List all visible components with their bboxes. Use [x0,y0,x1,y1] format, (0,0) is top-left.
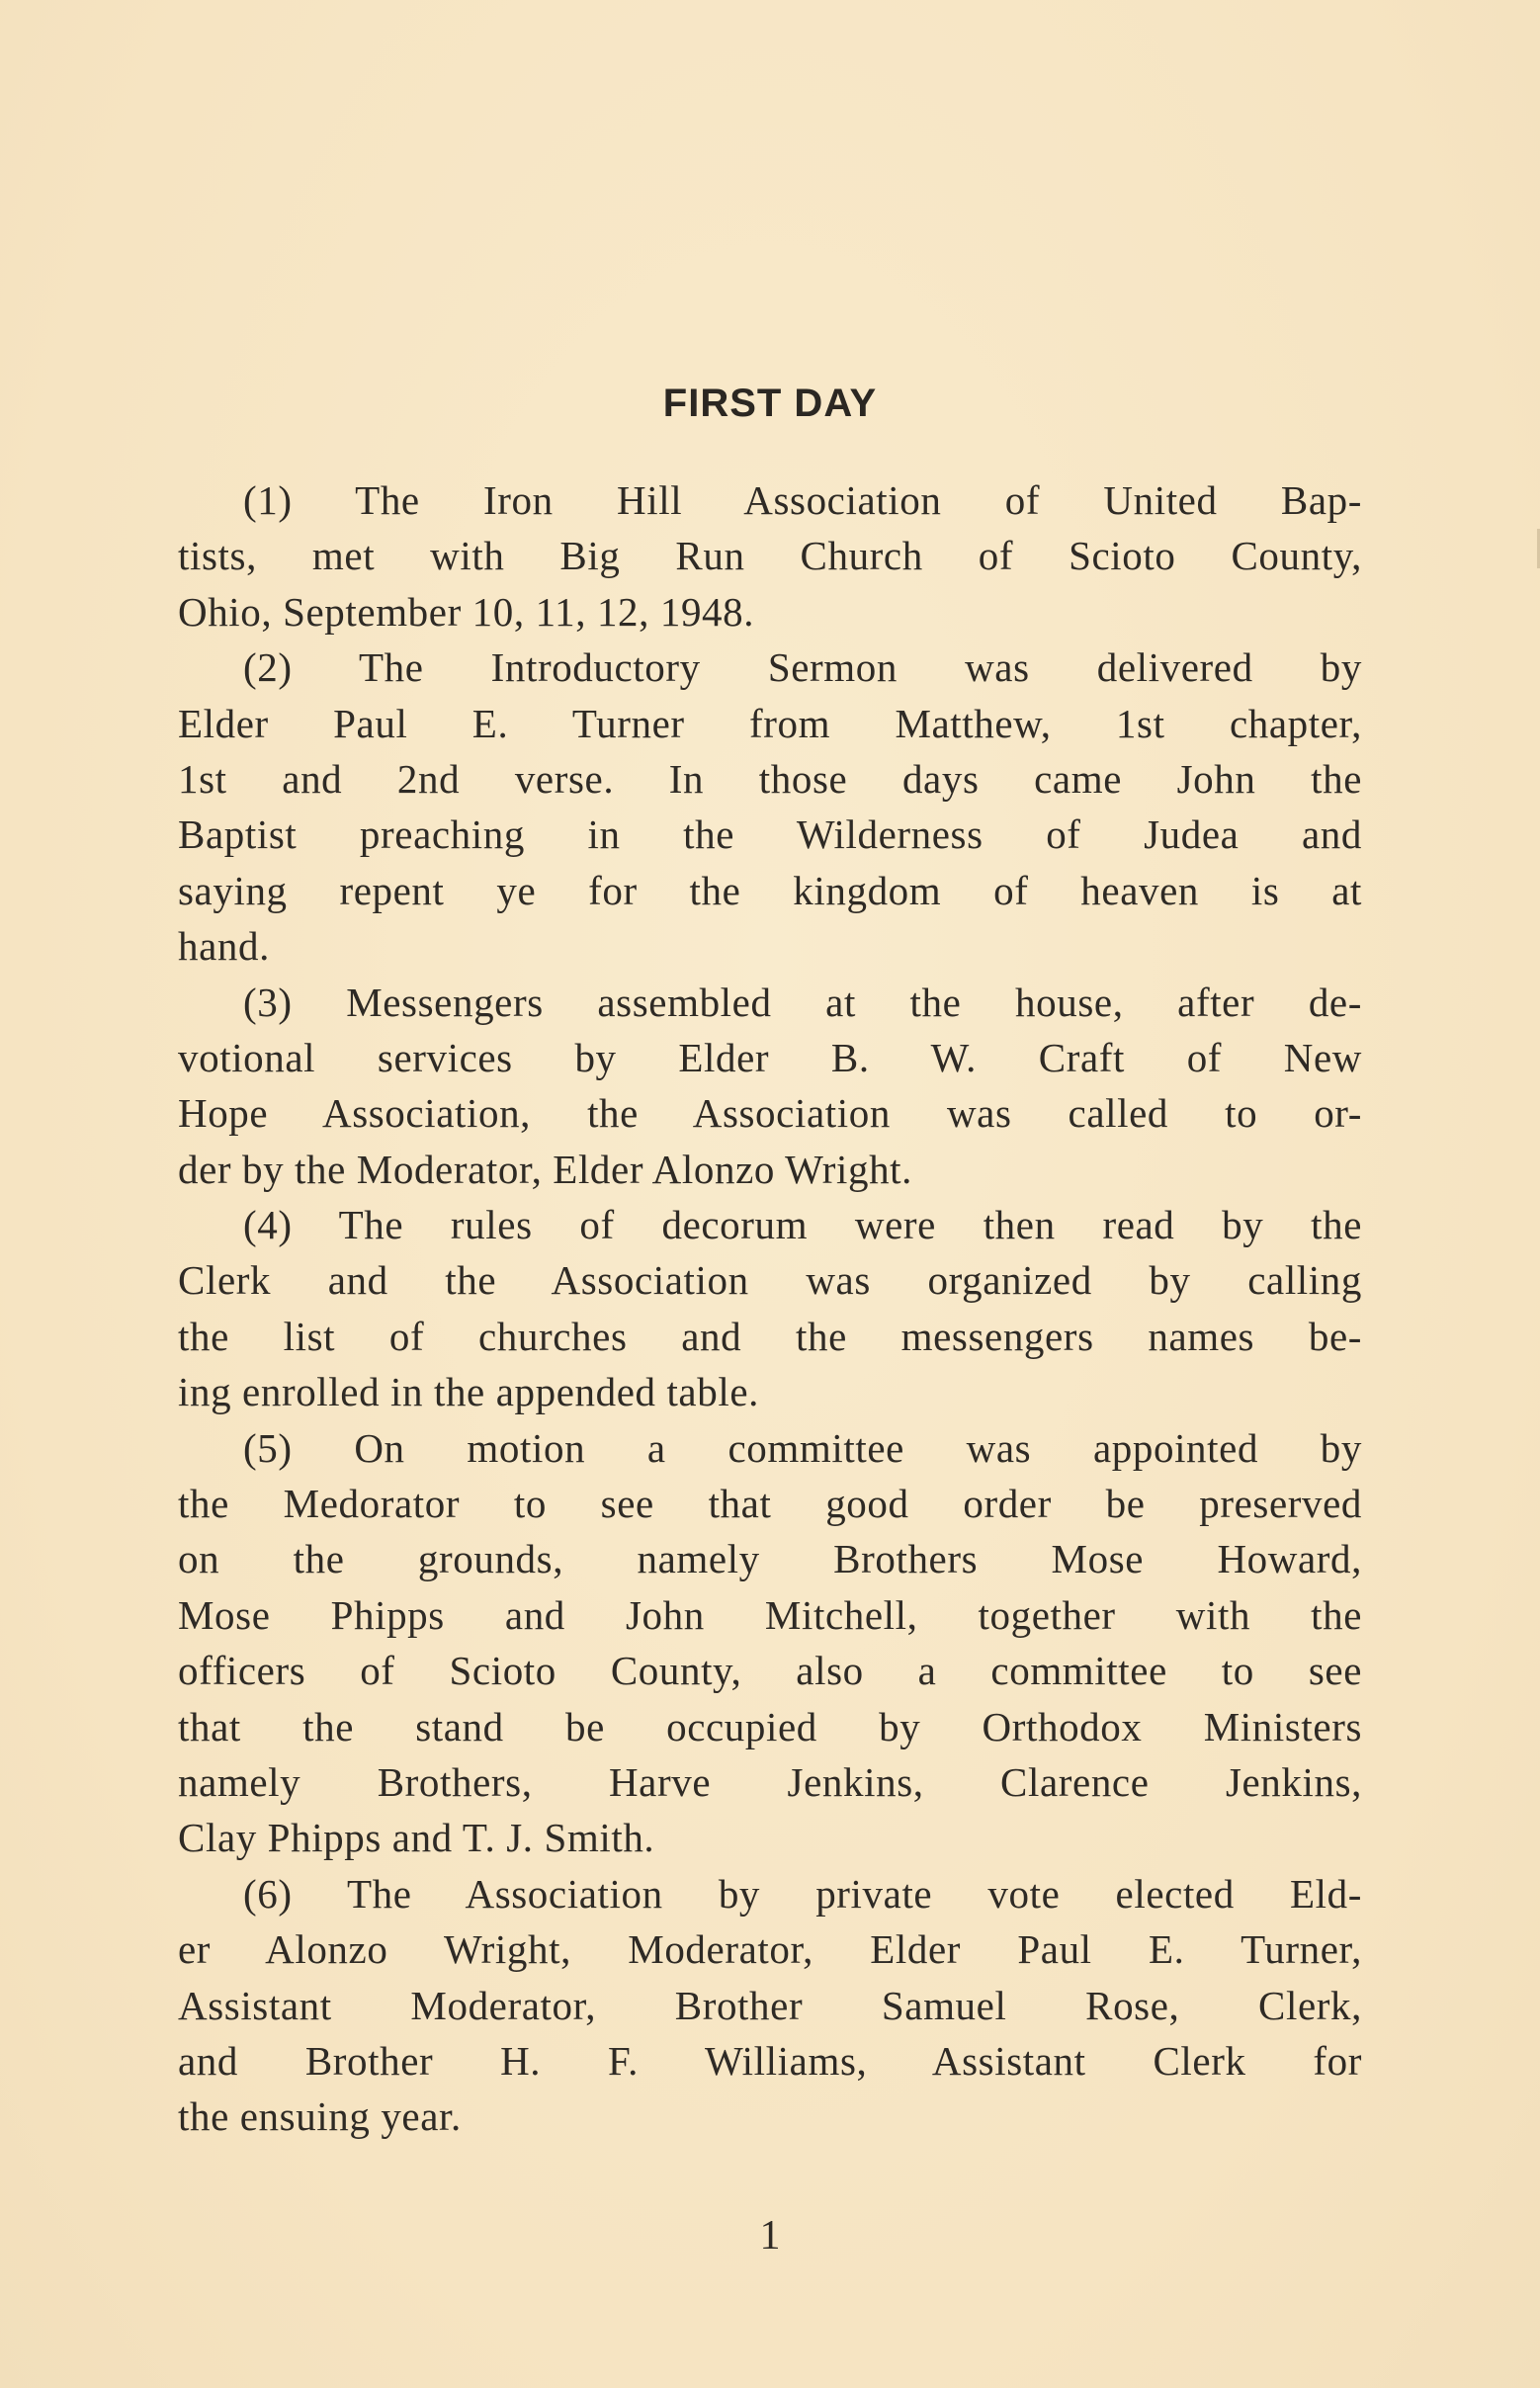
page-number: 1 [759,2213,781,2259]
paragraph-6-line: er Alonzo Wright, Moderator, Elder Paul E. Turner, [178,1926,1362,1973]
paragraph-4-line: Clerk and the Association was organized by calling [178,1257,1362,1304]
paragraph-1-line: Ohio, September 10, 11, 12, 1948. [178,588,755,635]
paragraph-4-line: (4) The rules of decorum were then read by the [243,1202,1362,1248]
paragraph-5-line: Clay Phipps and T. J. Smith. [178,1815,655,1861]
paragraph-2-line: (2) The Introductory Sermon was delivered by [243,644,1362,691]
paragraph-6-line: the ensuing year. [178,2093,462,2140]
paragraph-4-line: the list of churches and the messengers names be- [178,1313,1362,1359]
paragraph-3-line: der by the Moderator, Elder Alonzo Wright. [178,1146,913,1192]
paragraph-6-line: (6) The Association by private vote elected Eld- [243,1870,1362,1917]
paragraph-5-line: that the stand be occupied by Orthodox Ministers [178,1703,1362,1749]
paragraph-5-line: the Medorator to see that good order be preserved [178,1481,1362,1527]
body-text [178,472,1362,2145]
paragraph-5-line: (5) On motion a committee was appointed by [243,1424,1362,1471]
section-heading: FIRST DAY [662,382,878,425]
paragraph-6-line: and Brother H. F. Williams, Assistant Clerk for [178,2037,1362,2084]
paragraph-2-line: saying repent ye for the kingdom of heaven is at [178,867,1362,913]
paragraph-2-line: Elder Paul E. Turner from Matthew, 1st chapter, [178,700,1362,746]
paragraph-6-line: Assistant Moderator, Brother Samuel Rose, Clerk, [178,1982,1362,2028]
paragraph-5-line: officers of Scioto County, also a committee to see [178,1648,1362,1694]
paragraph-4-line: ing enrolled in the appended table. [178,1369,759,1415]
paragraph-3-line: (3) Messengers assembled at the house, after de- [243,979,1362,1025]
paragraph-5-line: Mose Phipps and John Mitchell, together with the [178,1591,1362,1638]
paragraph-5-line: on the grounds, namely Brothers Mose Howard, [178,1536,1362,1582]
paragraph-2-line: hand. [178,923,270,970]
paragraph-1-line: (1) The Iron Hill Association of United Bap- [243,477,1362,523]
paragraph-3-line: votional services by Elder B. W. Craft of New [178,1034,1362,1080]
paragraph-5-line: namely Brothers, Harve Jenkins, Clarence Jenkins, [178,1758,1362,1805]
paragraph-1-line: tists, met with Big Run Church of Scioto County, [178,533,1362,579]
paragraph-2-line: Baptist preaching in the Wilderness of Judea and [178,811,1362,858]
paragraph-3-line: Hope Association, the Association was called to or- [178,1090,1362,1137]
paragraph-2-line: 1st and 2nd verse. In those days came John the [178,755,1362,802]
